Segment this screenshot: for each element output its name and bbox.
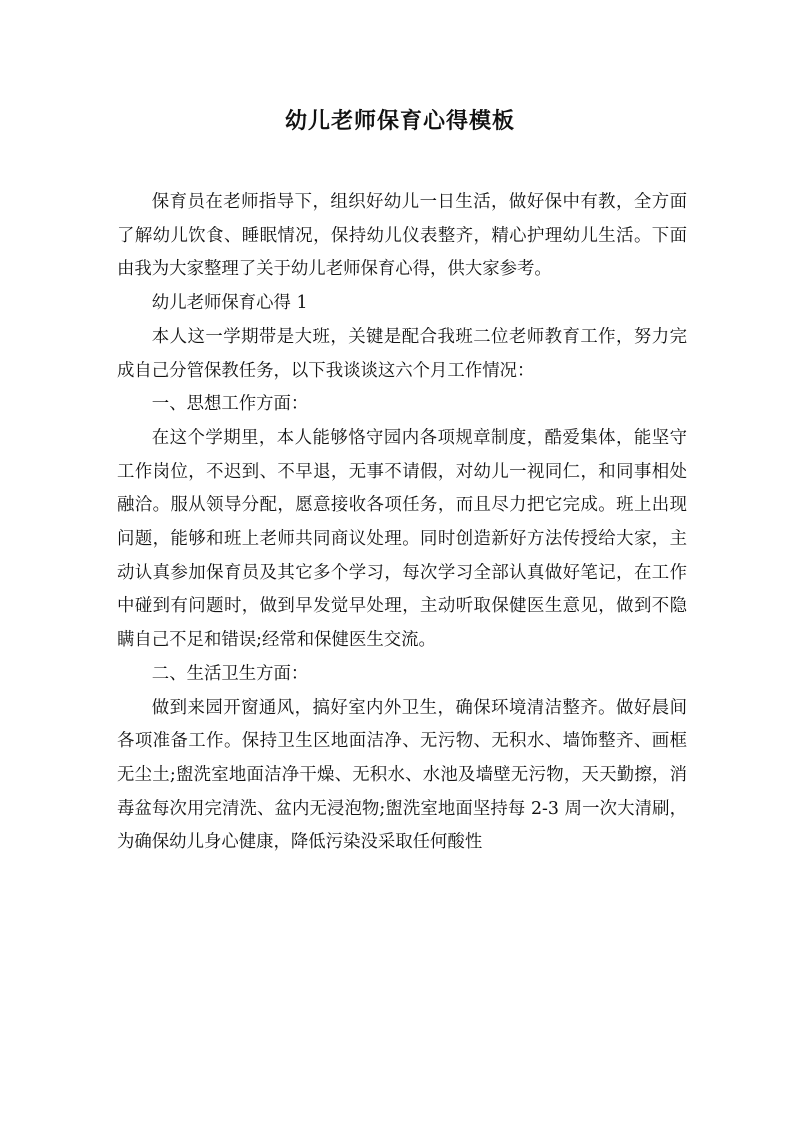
paragraph-hygiene: 做到来园开窗通风，搞好室内外卫生，确保环境清洁整齐。做好晨间各项准备工作。保持卫生区地面洁净、无污物、无积水、墙饰整齐、画框无尘土;盥洗室地面洁净干燥、无积水、水池及墙壁无污物，天天勤擦，消毒盆每次用完清洗、盆内无浸泡物;盥洗室地面坚持每 2-3 周一次大清刷，为确保幼儿身心健康，降低污染没采取任何酸性 xyxy=(117,697,687,853)
subheading-thought-work: 一、思想工作方面： xyxy=(151,394,309,415)
paragraph-thought-work: 在这个学期里，本人能够恪守园内各项规章制度，酷爱集体，能坚守工作岗位，不迟到、不早退，无事不请假，对幼儿一视同仁，和同事相处融洽。服从领导分配，愿意接收各项任务，而且尽力把它完成。班上出现问题，能够和班上老师共同商议处理。同时创造新好方法传授给大家，主动认真参加保育员及其它多个学习，每次学习全部认真做好笔记，在工作中碰到有问题时，做到早发觉早处理，主动听取保健医生意见，做到不隐瞒自己不足和错误;经常和保健医生交流。 xyxy=(117,427,687,651)
document-title: 幼儿老师保育心得模板 xyxy=(284,108,515,134)
paragraph-overview: 本人这一学期带是大班，关键是配合我班二位老师教育工作，努力完成自己分管保教任务，以下我谈谈这六个月工作情况： xyxy=(117,326,687,381)
document-body xyxy=(117,186,687,860)
subheading-hygiene: 二、生活卫生方面： xyxy=(151,663,309,684)
section-heading-1: 幼儿老师保育心得 1 xyxy=(151,293,308,314)
paragraph-intro: 保育员在老师指导下，组织好幼儿一日生活，做好保中有教，全方面了解幼儿饮食、睡眠情况，保持幼儿仪表整齐，精心护理幼儿生活。下面由我为大家整理了关于幼儿老师保育心得，供大家参考。 xyxy=(117,192,687,280)
